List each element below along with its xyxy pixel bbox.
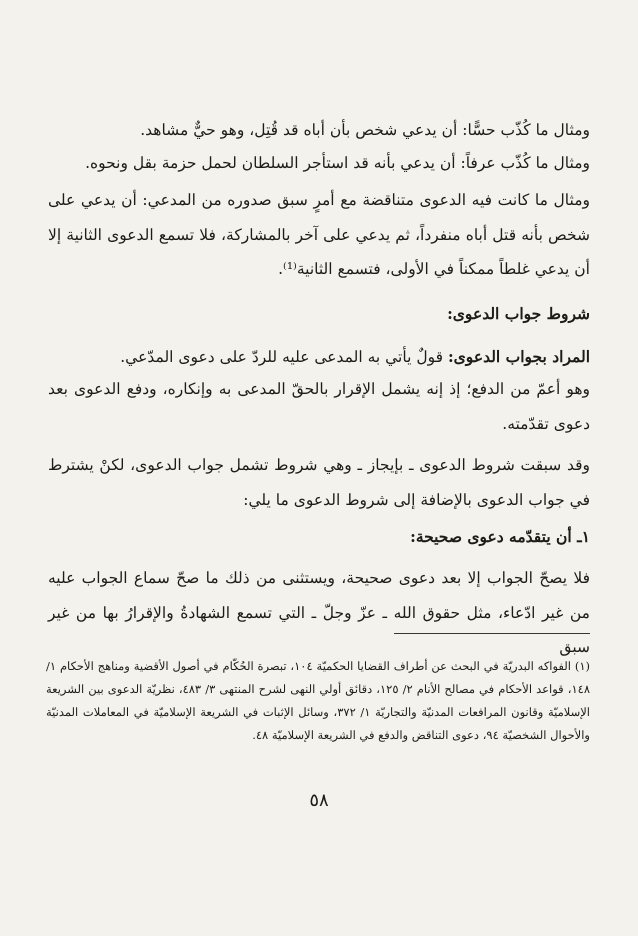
section-heading: شروط جواب الدعوى: bbox=[447, 304, 590, 323]
body-paragraph-5: وقد سبقت شروط الدعوى ـ بإيجاز ـ وهي شروط تشمل جواب الدعوى، لكنْ يشترط في جواب الدعوى بالإضافة إلى شروط الدعوى ما يلي: bbox=[48, 456, 590, 509]
body-paragraph-4: وهو أعمّ من الدفع؛ إذ إنه يشمل الإقرار بالحقّ المدعى به وإنكاره، ودفع الدعوى بعد دعوى تقدّمته. bbox=[48, 380, 590, 433]
definition-line bbox=[48, 345, 590, 369]
definition-label: المراد بجواب الدعوى: bbox=[447, 347, 590, 366]
footnote-1: (١) الفواكه البدريّة في البحث عن أطراف القضايا الحكميّة ١٠٤، تبصرة الحُكّام في أصول الأقضية ومناهج الأحكام ١/ ١٤٨، قواعد الأحكام في مصالح الأنام ٢/ ١٢٥، دقائق أولي النهى لشرح المنتهى ٣/ ٤٨٣، نظريّة الدعوى بين الشريعة الإسلاميّة وقانون المرافعات المدنيّة والتجاريّة ١/ ٣٧٢، وسائل الإثبات في الشريعة الإسلاميّة في المعاملات المدنيّة والأحوال الشخصيّة ٩٤، دعوى التناقض والدفع في الشريعة الإسلاميّة ٤٨. bbox=[46, 659, 590, 742]
body-paragraph-6: فلا يصحّ الجواب إلا بعد دعوى صحيحة، ويستثنى من ذلك ما صحّ سماع الجواب عليه من غير ادّعاء، مثل حقوق الله ـ عزّ وجلّ ـ التي تسمع الشهادةُ والإقرارُ بها من غير سبق bbox=[48, 569, 590, 656]
definition-text: قولٌ يأتي به المدعى عليه للردّ على دعوى المدّعي. bbox=[120, 348, 448, 366]
body-paragraph-1: ومثال ما كُذّب حسًّا: أن يدعي شخص بأن أباه قد قُتِل، وهو حيٌّ مشاهد. bbox=[140, 121, 590, 139]
body-paragraph-3: ومثال ما كانت فيه الدعوى متناقضة مع أمرٍ سبق صدوره من المدعي: أن يدعي على شخص بأنه قتل أباه منفرداً، ثم يدعي على آخر بالمشاركة، فلا تسمع الدعوى الثانية إلا أن يدعي غلطاً ممكناً في الأولى، فتسمع الثانية⁽¹⁾. bbox=[48, 191, 590, 278]
footnote-separator bbox=[394, 633, 590, 634]
page-number: ٥٨ bbox=[309, 790, 329, 811]
condition-heading: ١ـ أن يتقدّمه دعوى صحيحة: bbox=[410, 527, 590, 546]
body-paragraph-2: ومثال ما كُذّب عرفاً: أن يدعي بأنه قد استأجر السلطان لحمل حزمة بقل ونحوه. bbox=[85, 154, 590, 172]
